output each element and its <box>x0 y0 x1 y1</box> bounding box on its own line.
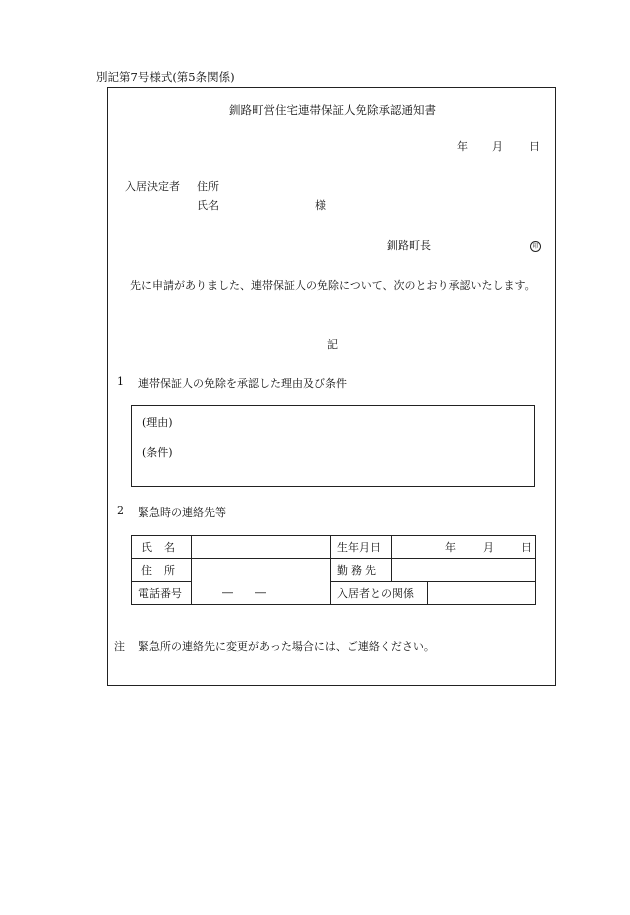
date-year: 年 <box>457 140 468 153</box>
address-phone-value-cell <box>192 559 331 605</box>
address-label-cell: 住 所 <box>132 559 192 582</box>
phone-separator: ― ― <box>222 586 266 599</box>
recipient-role: 入居決定者 <box>125 180 180 193</box>
phone-label-cell: 電話番号 <box>132 582 192 605</box>
emergency-contact-table <box>131 535 536 605</box>
relation-label-cell: 入居者との関係 <box>331 582 428 605</box>
document-frame <box>107 87 556 686</box>
name-label-cell: 氏 名 <box>132 536 192 559</box>
note-text: 緊急所の連絡先に変更があった場合には、ご連絡ください。 <box>138 640 435 653</box>
relation-value-cell <box>428 582 536 605</box>
reason-condition-box <box>131 405 535 487</box>
name-value-cell <box>192 536 331 559</box>
recipient-honorific: 様 <box>315 199 326 212</box>
dob-value-cell: 年 月 日 <box>392 536 536 559</box>
workplace-label-cell: 勤務先 <box>331 559 392 582</box>
document-title: 釧路町営住宅連帯保証人免除承認通知書 <box>229 103 436 117</box>
reason-label: (理由) <box>142 416 173 429</box>
recipient-name-label: 氏名 <box>197 199 219 212</box>
issuer-seal <box>530 238 541 252</box>
seal-icon: 印 <box>530 241 541 252</box>
form-number-label: 別記第7号様式(第5条関係) <box>96 70 235 84</box>
date-month: 月 <box>492 140 503 153</box>
table-row <box>132 559 536 582</box>
table-row <box>132 536 536 559</box>
recipient-address-label: 住所 <box>197 180 219 193</box>
dob-label-cell: 生年月日 <box>331 536 392 559</box>
section1-heading: 連帯保証人の免除を承認した理由及び条件 <box>138 377 347 390</box>
note-label: 注 <box>114 640 125 653</box>
notice-body: 先に申請がありました、連帯保証人の免除について、次のとおり承認いたします。 <box>130 279 536 292</box>
section2-heading: 緊急時の連絡先等 <box>138 506 226 519</box>
condition-label: (条件) <box>142 446 173 459</box>
issuer-name: 釧路町長 <box>387 239 431 252</box>
ki-heading: 記 <box>327 338 338 351</box>
workplace-value-cell <box>392 559 536 582</box>
section1-number: 1 <box>117 375 124 388</box>
section2-number: 2 <box>117 504 124 517</box>
date-day: 日 <box>529 140 540 153</box>
